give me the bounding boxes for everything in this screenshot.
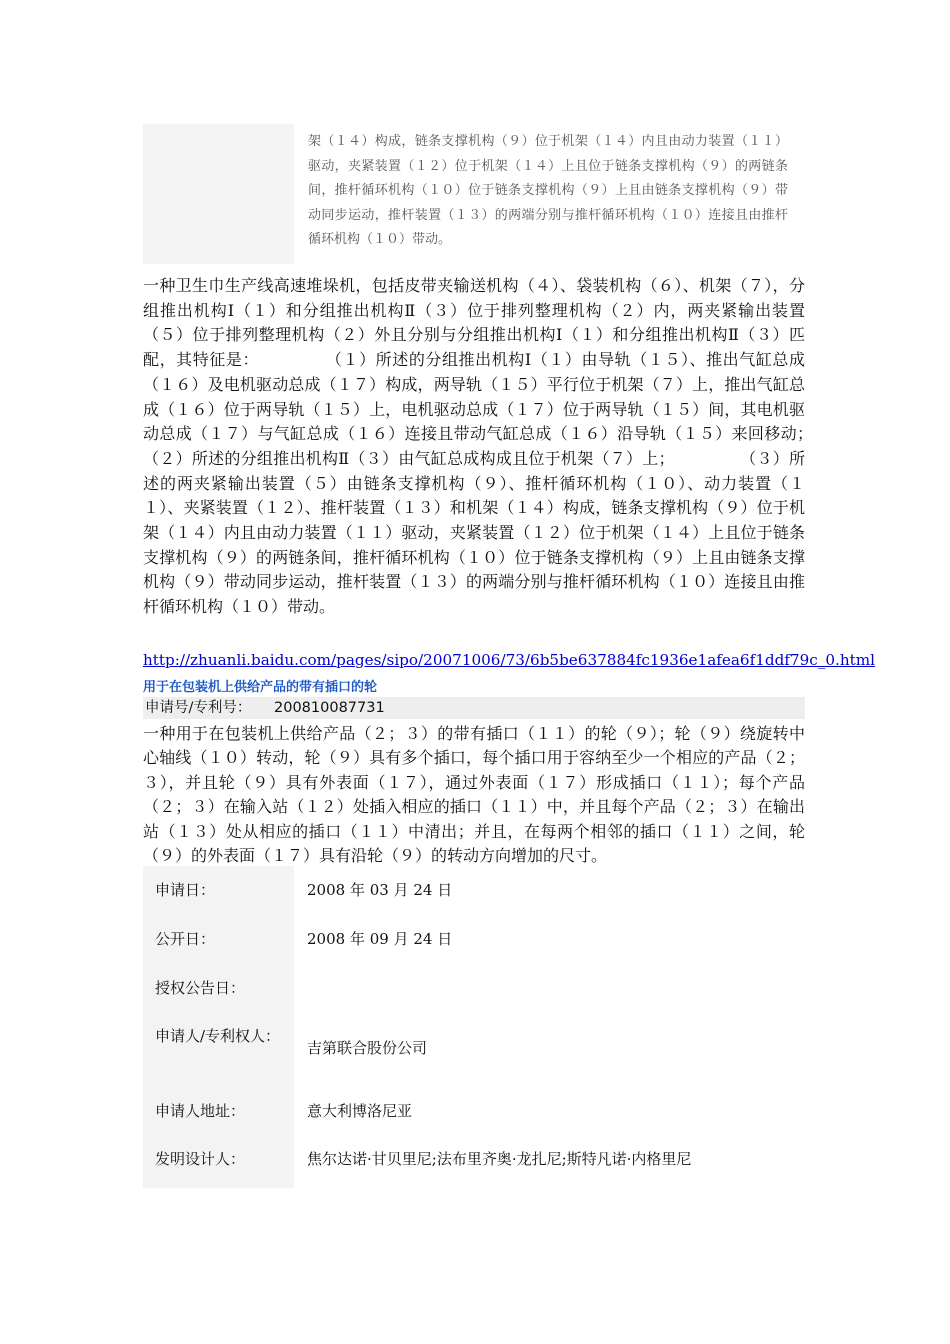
info-label: 申请人地址： xyxy=(155,1102,246,1120)
claim-paragraph: 一种卫生巾生产线高速堆垛机，包括皮带夹输送机构（４）、袋装机构（６）、机架（７），分组推出机构Ⅰ（１）和分组推出机构Ⅱ（３）位于排列整理机构（２）内，两夹紧输出装置（５）位于排列整理机构（２）外且分别与分组推出机构Ⅰ（１）和分组推出机构Ⅱ（３）匹配，其特征是： （１）所述的分组推出机构Ⅰ（１）由导轨（１５）、推出气缸总成（１６）及电机驱动总成（１７）构成，两导轨（１５）平行位于机架（７）上，推出气缸总成（１６）位于两导轨（１５）上，电机驱动总成（１７）位于两导轨（１５）间，其电机驱动总成（１７）与气缸总成（１６）连接且带动气缸总成（１６）沿导轨（１５）来回移动； （２）所述的分组推出机构Ⅱ（３）由气缸总成构成且位于机架（７）上； （３）所述的两夹紧输出装置（５）由链条支撑机构（９）、推杆循环机构（１０）、动力装置（１１）、夹紧装置（１２）、推杆装置（１３）和机架（１４）构成，链条支撑机构（９）位于机架（１４）内且由动力装置（１１）驱动，夹紧装置（１２）位于机架（１４）上且位于链条支撑机构（９）的两链条间，推杆循环机构（１０）位于链条支撑机构（９）上且由链条支撑机构（９）带动同步运动，推杆装置（１３）的两端分别与推杆循环机构（１０）连接且由推杆循环机构（１０）带动。 xyxy=(143,276,886,617)
abstract-paragraph: 一种用于在包装机上供给产品（２；３）的带有插口（１１）的轮（９）；轮（９）绕旋转中心轴线（１０）转动，轮（９）具有多个插口，每个插口用于容纳至少一个相应的产品（２；３），并且轮（９）具有外表面（１７），通过外表面（１７）形成插口（１１）；每个产品（２；３）在输入站（１２）处插入相应的插口（１１）中，并且每个产品（２；３）在输出站（１３）处从相应的插口（１１）中清出；并且，在每两个相邻的插口（１１）之间，轮（９）的外表面（１７）具有沿轮（９）的转动方向增加的尺寸。 xyxy=(143,724,805,866)
patent-title[interactable]: 用于在包装机上供给产品的带有插口的轮 xyxy=(143,680,378,695)
top-fragment-text: 架（１４）构成，链条支撑机构（９）位于机架（１４）内且由动力装置（１１）驱动，夹紧装置（１２）位于机架（１４）上且位于链条支撑机构（９）的两链条间，推杆循环机构（１０）位于链条支撑机构（９）上且由链条支撑机构（９）带动同步运动，推杆装置（１３）的两端分别与推杆循环机构（１０）连接且由推杆循环机构（１０）带动。 xyxy=(308,134,788,248)
patent-info-table xyxy=(143,866,805,1188)
source-link[interactable]: http://zhuanli.baidu.com/pages/sipo/20071006/73/6b5be637884fc1936e1afea6f1ddf79c_0.html xyxy=(143,651,875,669)
top-fragment-block xyxy=(143,124,805,264)
application-number-value: 200810087731 xyxy=(274,700,385,716)
info-value: 2008 年 03 月 24 日 xyxy=(307,881,453,899)
application-number-label: 申请号/专利号： xyxy=(145,700,252,716)
image-placeholder xyxy=(143,124,294,264)
info-label: 申请人/专利权人： xyxy=(155,1027,281,1045)
info-value: 意大利博洛尼亚 xyxy=(307,1102,413,1120)
info-value: 2008 年 09 月 24 日 xyxy=(307,930,453,948)
info-label: 发明设计人： xyxy=(155,1150,246,1168)
application-number-bar xyxy=(143,697,805,719)
info-label: 公开日： xyxy=(155,930,216,948)
info-label: 授权公告日： xyxy=(155,979,246,997)
info-label: 申请日： xyxy=(155,881,216,899)
info-value: 焦尔达诺·甘贝里尼;法布里齐奥·龙扎尼;斯特凡诺·内格里尼 xyxy=(307,1150,692,1168)
info-value: 吉第联合股份公司 xyxy=(307,1039,428,1057)
